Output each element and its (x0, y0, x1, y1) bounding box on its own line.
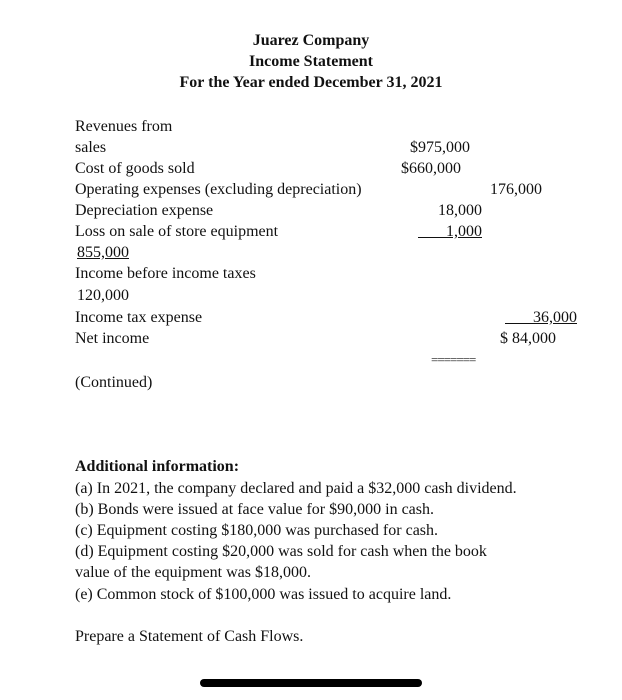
continued-label: (Continued) (75, 374, 153, 391)
total-expenses-value: 855,000 (77, 244, 129, 261)
double-rule: ======= (431, 352, 476, 367)
company-name: Juarez Company (252, 32, 370, 49)
loss-label: Loss on sale of store equipment (75, 223, 279, 240)
statement-period: For the Year ended December 31, 2021 (179, 74, 443, 91)
loss-value (410, 222, 482, 242)
net-income-label: Net income (75, 330, 150, 347)
additional-item-d-line1: (d) Equipment costing $20,000 was sold for cash when the book (75, 543, 487, 560)
statement-title: Income Statement (249, 53, 373, 70)
net-income-value: $ 84,000 (500, 330, 556, 347)
depreciation-label: Depreciation expense (75, 202, 214, 219)
tax-label: Income tax expense (75, 309, 203, 326)
cogs-label: Cost of goods sold (75, 160, 195, 177)
additional-item-a: (a) In 2021, the company declared and paid a $32,000 cash dividend. (75, 480, 517, 497)
tax-value-text: 36,000 (533, 309, 577, 326)
revenues-value: $975,000 (410, 139, 470, 156)
depreciation-value: 18,000 (438, 202, 482, 219)
cogs-value: $660,000 (401, 160, 461, 177)
tax-value (480, 308, 577, 328)
additional-item-d-line2: value of the equipment was $18,000. (75, 564, 311, 581)
opex-label: Operating expenses (excluding depreciation) (75, 181, 362, 198)
loss-value-text: 1,000 (446, 223, 482, 240)
instruction-text: Prepare a Statement of Cash Flows. (75, 628, 304, 645)
additional-item-e: (e) Common stock of $100,000 was issued to acquire land. (75, 586, 452, 603)
income-before-tax-label: Income before income taxes (75, 265, 256, 282)
additional-info-title: Additional information: (75, 458, 240, 475)
revenues-label-line2: sales (75, 139, 107, 156)
revenues-label-line1: Revenues from (75, 118, 173, 135)
additional-item-c: (c) Equipment costing $180,000 was purchased for cash. (75, 522, 439, 539)
additional-item-b: (b) Bonds were issued at face value for $90,000 in cash. (75, 501, 434, 518)
home-indicator[interactable] (200, 679, 422, 687)
opex-value: 176,000 (490, 181, 542, 198)
income-before-tax-value: 120,000 (77, 287, 129, 304)
